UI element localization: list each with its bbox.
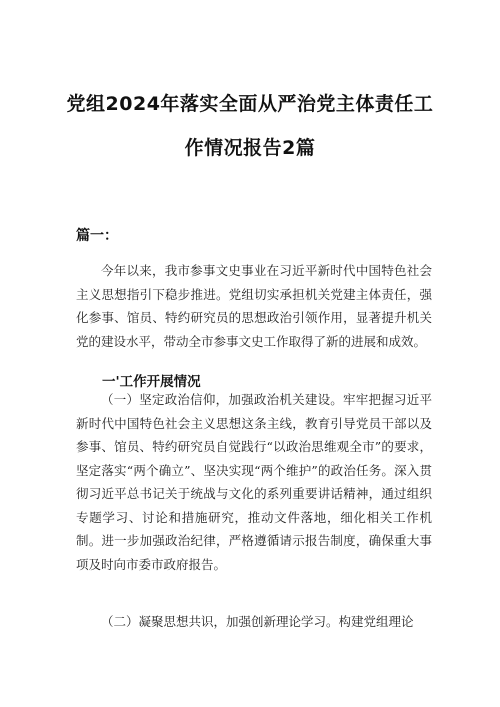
- section-label: 篇一：: [76, 228, 118, 244]
- intro-paragraph: 今年以来，我市参事文史事业在习近平新时代中国特色社会主义思想指引下稳步推进。党组切实承担机关党建主体责任，强化参事、馆员、特约研究员的思想政治引领作用，显著提升机关党的建设水平，带动全市参事文史工作取得了新的进展和成效。: [76, 263, 432, 349]
- paragraph-political-belief: （一）坚定政治信仰，加强政治机关建设。牢牢把握习近平新时代中国特色社会主义思想这条主线，教育引导党员干部以及参事、馆员、特约研究员自觉践行“以政治思维观全市”的要求，坚定落实“两个确立”、坚决实现“两个维护”的政治任务。深入贯彻习近平总书记关于统战与文化的系列重要讲话精神，通过组织专题学习、讨论和措施研究，推动文件落地，细化相关工作机制。进一步加强政治纪律，严格遵循请示报告制度，确保重大事项及时向市委市政府报告。: [76, 392, 432, 572]
- paragraph-ideological-consensus: （二）凝聚思想共识，加强创新理论学习。构建党组理论: [101, 614, 414, 629]
- heading-work-situation: 一'工作开展情况: [102, 374, 201, 390]
- document-title-line2: 作情况报告2篇: [184, 137, 316, 159]
- document-title-line1: 党组2024年落实全面从严治党主体责任工: [66, 93, 434, 115]
